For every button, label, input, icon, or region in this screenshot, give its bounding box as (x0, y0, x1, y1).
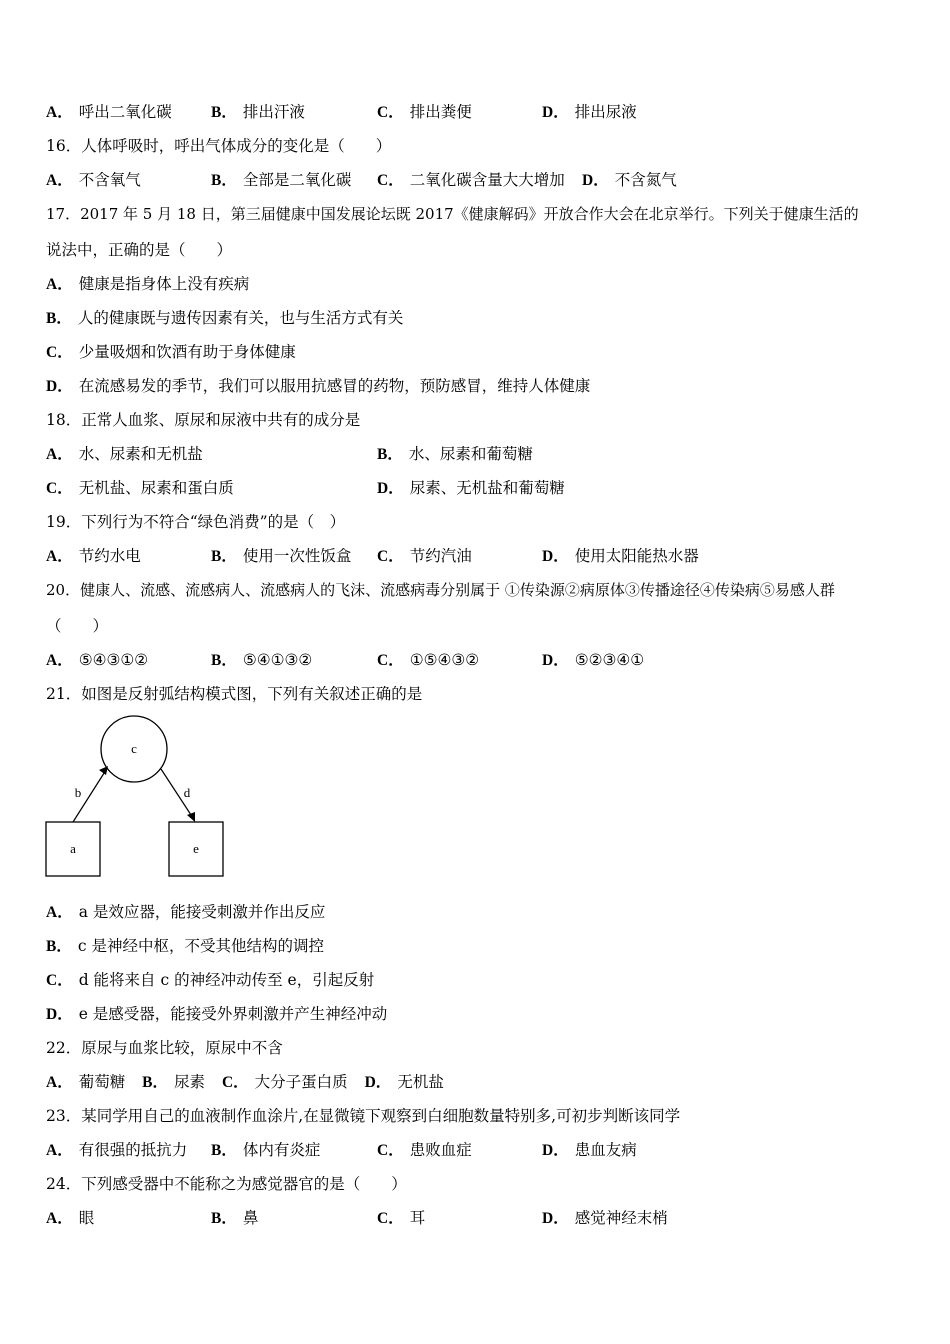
arrow-d-head (187, 812, 195, 822)
q15-option-a: A． 呼出二氧化碳 (46, 103, 172, 121)
q22-option-a: 葡萄糖 (78, 1073, 126, 1091)
q19-option-b: B． 使用一次性饭盒 (211, 547, 352, 565)
q17-option-c: C． 少量吸烟和饮酒有助于身体健康 (46, 343, 296, 361)
q16-option-d: D． 不含氮气 (582, 171, 677, 189)
q19-stem: 19．下列行为不符合“绿色消费”的是（ ） (46, 513, 346, 531)
q22-option-b: 尿素 (174, 1073, 206, 1091)
q19-option-a: A． 节约水电 (46, 547, 141, 565)
q21-option-b: B． c 是神经中枢，不受其他结构的调控 (46, 937, 324, 955)
q17-option-a: A． 健康是指身体上没有疾病 (46, 275, 250, 293)
node-e-label: e (193, 841, 199, 856)
q24-option-c: C． 耳 (377, 1209, 426, 1227)
q20-stem-line2: （ ） (46, 617, 109, 635)
q20-stem-line1: 20．健康人、流感、流感病人、流感病人的飞沫、流感病毒分别属于 ①传染源②病原体③传播途径④传染病⑤易感人群 (46, 581, 835, 599)
q24-option-b: B． 鼻 (211, 1209, 259, 1227)
q23-option-b: B． 体内有炎症 (211, 1141, 321, 1159)
arrow-b-label: b (74, 785, 82, 800)
q24-option-d: D． 感觉神经末梢 (542, 1209, 668, 1227)
q22-option-d: 无机盐 (397, 1073, 444, 1091)
arrow-d-label: d (183, 785, 191, 800)
node-c-label: c (131, 741, 137, 756)
q20-option-c: C． ①⑤④③② (377, 651, 480, 669)
q21-stem: 21．如图是反射弧结构模式图，下列有关叙述正确的是 (46, 685, 423, 703)
q22-stem: 22．原尿与血浆比较，原尿中不含 (46, 1039, 283, 1057)
q15-option-b: B． 排出汗液 (211, 103, 305, 121)
q19-option-c: C． 节约汽油 (377, 547, 472, 565)
q23-option-a: A． 有很强的抵抗力 (46, 1141, 188, 1159)
q19-option-d: D． 使用太阳能热水器 (542, 547, 699, 565)
q16-option-c: C． 二氧化碳含量大大增加 (377, 171, 565, 189)
q20-option-d: D． ⑤②③④① (542, 651, 645, 669)
q23-option-c: C． 患败血症 (377, 1141, 472, 1159)
q21-option-a: A． a 是效应器，能接受刺激并作出反应 (46, 903, 326, 921)
q17-option-b: B． 人的健康既与遗传因素有关，也与生活方式有关 (46, 309, 404, 327)
q16-option-b: B． 全部是二氧化碳 (211, 171, 352, 189)
q20-option-b: B． ⑤④①③② (211, 651, 313, 669)
q17-stem-line2: 说法中，正确的是（ ） (46, 241, 233, 259)
q18-option-d: D． 尿素、无机盐和葡萄糖 (377, 479, 565, 497)
q16-option-a: A． 不含氧气 (46, 171, 141, 189)
q15-option-c: C． 排出粪便 (377, 103, 472, 121)
q24-option-a: A． 眼 (46, 1209, 95, 1227)
q21-option-c: C． d 能将来自 c 的神经冲动传至 e，引起反射 (46, 971, 375, 989)
q22-option-c: 大分子蛋白质 (254, 1073, 348, 1091)
q18-stem: 18．正常人血浆、原尿和尿液中共有的成分是 (46, 411, 361, 429)
q22-options-row: A． 葡萄糖 B． 尿素 C． 大分子蛋白质 D． 无机盐 (46, 1073, 444, 1091)
q17-stem-line1: 17．2017 年 5 月 18 日，第三届健康中国发展论坛既 2017《健康解码》开放合作大会在北京举行。下列关于健康生活的 (46, 205, 859, 223)
reflex-arc-diagram (40, 712, 240, 884)
q23-stem: 23．某同学用自己的血液制作血涂片,在显微镜下观察到白细胞数量特别多,可初步判断该同学 (46, 1107, 681, 1125)
q23-option-d: D． 患血友病 (542, 1141, 637, 1159)
q21-option-d: D． e 是感受器，能接受外界刺激并产生神经冲动 (46, 1005, 388, 1023)
q20-option-a: A． ⑤④③①② (46, 651, 149, 669)
q17-option-d: D． 在流感易发的季节，我们可以服用抗感冒的药物，预防感冒，维持人体健康 (46, 377, 591, 395)
q24-stem: 24．下列感受器中不能称之为感觉器官的是（ ） (46, 1175, 407, 1193)
node-a-label: a (70, 841, 76, 856)
q15-option-d: D． 排出尿液 (542, 103, 637, 121)
q18-option-a: A． 水、尿素和无机盐 (46, 445, 203, 463)
q18-option-c: C． 无机盐、尿素和蛋白质 (46, 479, 234, 497)
q16-stem: 16．人体呼吸时，呼出气体成分的变化是（ ） (46, 137, 392, 155)
q18-option-b: B． 水、尿素和葡萄糖 (377, 445, 533, 463)
